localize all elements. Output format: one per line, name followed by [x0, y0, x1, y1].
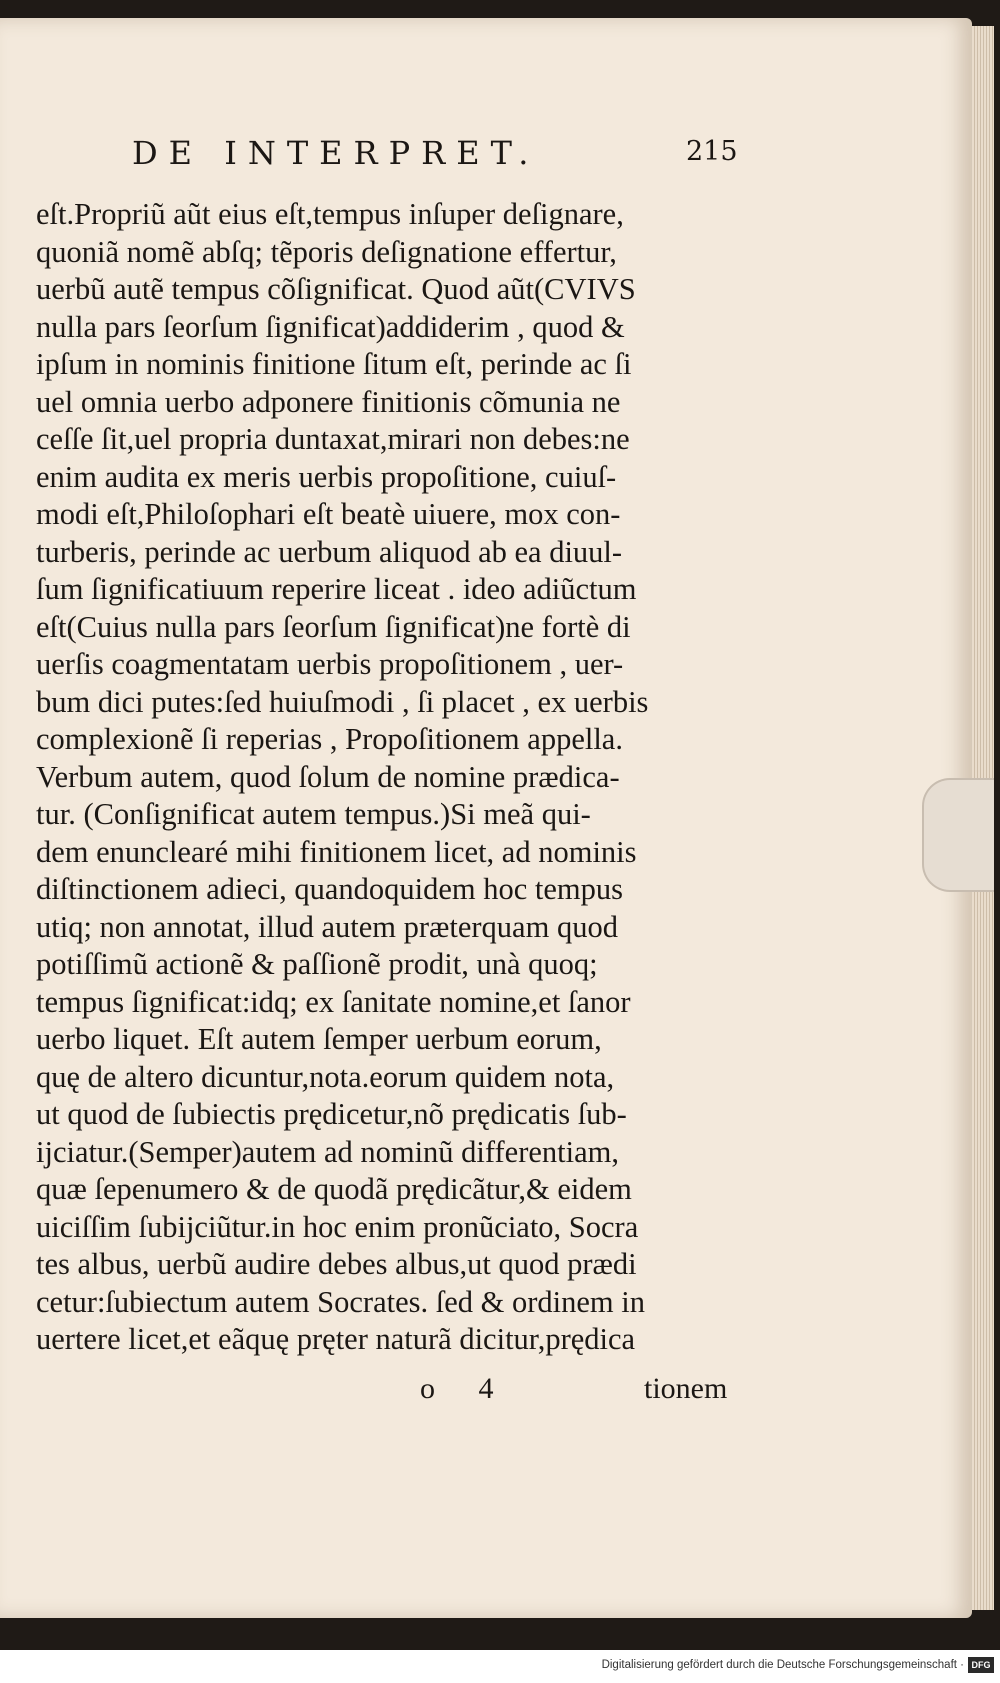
text-line: eſt.Propriũ aũt eius eſt,tempus inſuper deſignare,: [36, 197, 624, 231]
text-line: ceſſe ſit,uel propria duntaxat,mirari non debes:ne: [36, 422, 630, 456]
text-line: eſt(Cuius nulla pars ſeorſum ſignificat)ne fortè di: [36, 609, 631, 644]
text-line: dem enunclearé mihi finitionem licet, ad nominis: [36, 834, 637, 869]
text-line: tempus ſignificat:idq; ex ſanitate nomine,et ſanor: [36, 984, 631, 1019]
text-line: quæ ſepenumero & de quodã prędicãtur,& eidem: [36, 1172, 632, 1206]
text-line: uerbũ autẽ tempus cõſignificat. Quod aũt(CVIVS: [36, 272, 636, 306]
page-footer: [420, 1372, 740, 1408]
text-line: nulla pars ſeorſum ſignificat)addiderim , quod &: [36, 309, 625, 344]
text-line: enim audita ex meris uerbis propoſitione, cuiuſ-: [36, 459, 617, 494]
catchword: tionem: [644, 1372, 728, 1405]
text-line: complexionẽ ſi reperias , Propoſitionem appella.: [36, 722, 623, 756]
text-line: turberis, perinde ac uerbum aliquod ab ea diuul-: [36, 534, 623, 569]
digitization-credit: Digitalisierung gefördert durch die Deutsche Forschungsgemeinschaft ·: [601, 1659, 964, 1671]
text-line: bum dici putes:ſed huiuſmodi , ſi placet , ex uerbis: [36, 684, 649, 719]
text-line: uel omnia uerbo adponere finitionis cõmunia ne: [36, 384, 621, 419]
page-clip: [922, 778, 994, 892]
text-line: ſum ſignificatiuum reperire liceat . ideo adiũctum: [36, 572, 637, 606]
text-line: ut quod de ſubiectis prędicetur,nõ prędicatis ſub-: [36, 1097, 627, 1131]
text-line: uerbo liquet. Eſt autem ſemper uerbum eorum,: [36, 1022, 602, 1056]
text-line: uiciſſim ſubijciũtur.in hoc enim pronũciato, Socra: [36, 1209, 639, 1244]
text-line: tur. (Conſignificat autem tempus.)Si meã qui-: [36, 797, 591, 831]
text-line: ipſum in nominis finitione ſitum eſt, perinde ac ſi: [36, 347, 632, 381]
text-line: uerſis coagmentatam uerbis propoſitionem , uer-: [36, 647, 624, 681]
text-line: tes albus, uerbũ audire debes albus,ut quod prædi: [36, 1247, 637, 1281]
text-line: Verbum autem, quod ſolum de nomine prædica-: [36, 759, 620, 794]
text-line: quę de altero dicuntur,nota.eorum quidem nota,: [36, 1059, 615, 1094]
text-line: utiq; non annotat, illud autem præterquam quod: [36, 909, 618, 944]
running-title: DE INTERPRET.: [132, 134, 540, 172]
text-line: uertere licet,et eãquę pręter naturã dicitur,prędica: [36, 1322, 636, 1356]
signature-mark: o 4: [420, 1372, 512, 1405]
text-line: potiſſimũ actionẽ & paſſionẽ prodit, unà quoq;: [36, 947, 598, 981]
page-number: 215: [686, 136, 738, 167]
text-line: modi eſt,Philoſophari eſt beatè uiuere, mox con-: [36, 497, 621, 531]
text-line: ijciatur.(Semper)autem ad nominũ differentiam,: [36, 1134, 619, 1169]
dfg-logo-icon: DFG: [968, 1657, 994, 1673]
credit-bar: [0, 1650, 1000, 1683]
text-line: cetur:ſubiectum autem Socrates. ſed & ordinem in: [36, 1284, 645, 1319]
body-text: [36, 196, 736, 1359]
text-line: quoniã nomẽ abſq; tẽporis deſignatione effertur,: [36, 234, 617, 269]
text-line: diſtinctionem adieci, quandoquidem hoc tempus: [36, 872, 623, 906]
